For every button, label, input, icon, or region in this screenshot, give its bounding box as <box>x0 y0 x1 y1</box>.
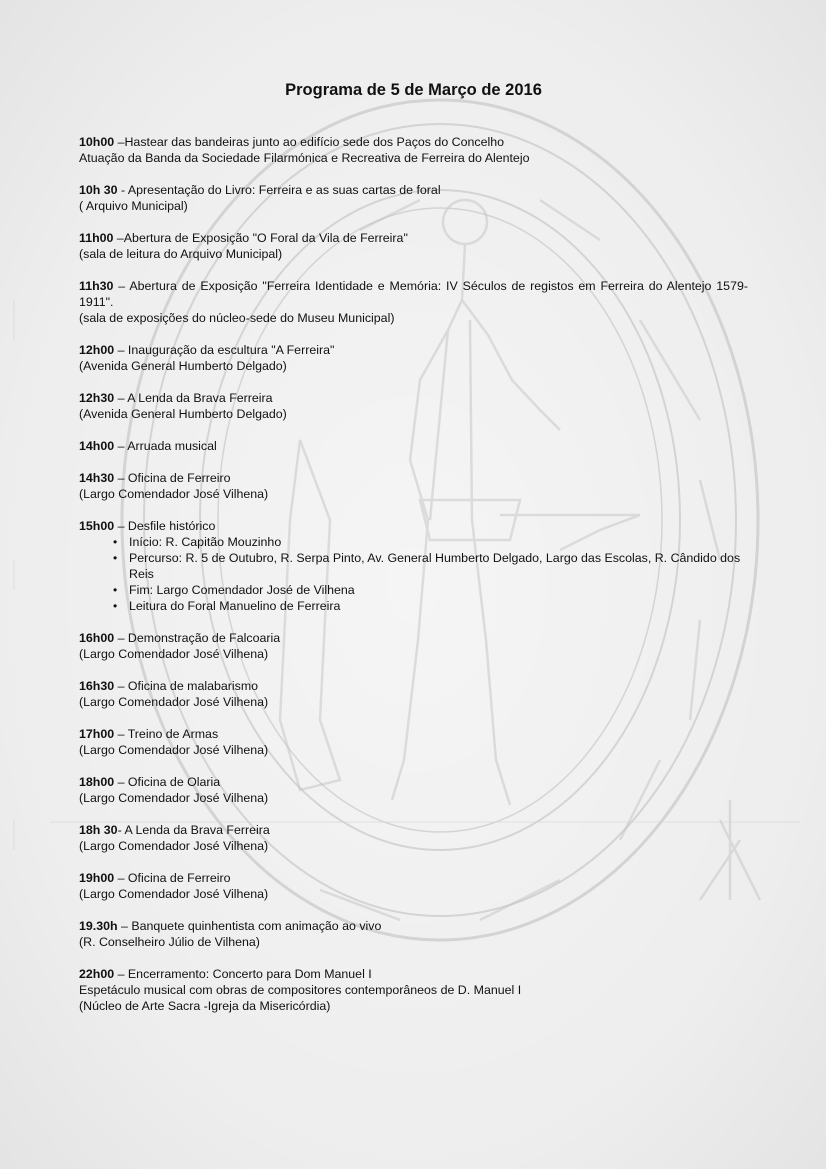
schedule-item-1100 <box>79 230 748 262</box>
parade-details-list <box>79 534 748 614</box>
item-text: – Oficina de Ferreiro <box>114 871 231 885</box>
item-time: 11h00 <box>79 231 114 245</box>
schedule-item-1900 <box>79 870 748 902</box>
item-detail: (sala de leitura do Arquivo Municipal) <box>79 247 283 261</box>
item-detail: Atuação da Banda da Sociedade Filarmónica e Recreativa de Ferreira do Alentejo <box>79 151 530 165</box>
item-detail: (Largo Comendador José Vilhena) <box>79 887 269 901</box>
item-text: - Apresentação do Livro: Ferreira e as suas cartas de foral <box>117 183 441 197</box>
item-text: – Oficina de Ferreiro <box>114 471 231 485</box>
schedule-item-1430 <box>79 470 748 502</box>
item-text: – Inauguração da escultura "A Ferreira" <box>114 343 335 357</box>
item-time: 16h30 <box>79 679 115 693</box>
item-detail: (Largo Comendador José Vilhena) <box>79 839 269 853</box>
item-time: 15h00 <box>79 519 115 533</box>
item-time: 11h30 <box>79 279 114 293</box>
item-time: 12h00 <box>79 343 115 357</box>
schedule-item-1700 <box>79 726 748 758</box>
item-time: 10h00 <box>79 135 115 149</box>
schedule-item-1830 <box>79 822 748 854</box>
item-time: 22h00 <box>79 967 115 981</box>
item-text: - A Lenda da Brava Ferreira <box>117 823 270 837</box>
schedule-item-1600 <box>79 630 748 662</box>
program-content <box>79 80 748 1030</box>
item-detail: (Largo Comendador José Vilhena) <box>79 695 269 709</box>
list-item: • Percurso: R. 5 de Outubro, R. Serpa Pinto, Av. General Humberto Delgado, Largo das Escolas, R. Cândido dos Reis <box>113 550 748 582</box>
schedule-item-1400 <box>79 438 748 454</box>
item-text: – Banquete quinhentista com animação ao vivo <box>117 919 382 933</box>
item-detail: ( Arquivo Municipal) <box>79 199 188 213</box>
item-text: – Encerramento: Concerto para Dom Manuel I <box>114 967 372 981</box>
list-item: • Leitura do Foral Manuelino de Ferreira <box>113 598 748 614</box>
item-time: 18h 30 <box>79 823 118 837</box>
item-text: – Oficina de Olaria <box>114 775 221 789</box>
item-text: – Abertura de Exposição "Ferreira Identidade e Memória: IV Séculos de registos em Ferreira do Alentejo 1579-1911". <box>79 279 748 309</box>
item-time: 10h 30 <box>79 183 118 197</box>
item-text: – Oficina de malabarismo <box>114 679 259 693</box>
item-text: – Desfile histórico <box>114 519 216 533</box>
schedule-item-1800 <box>79 774 748 806</box>
schedule-item-1500 <box>79 518 748 614</box>
item-detail: (Avenida General Humberto Delgado) <box>79 359 287 373</box>
item-detail: (Avenida General Humberto Delgado) <box>79 407 287 421</box>
schedule-item-2200 <box>79 966 748 1014</box>
item-time: 19h00 <box>79 871 115 885</box>
item-time: 14h00 <box>79 439 115 453</box>
item-text: – Demonstração de Falcoaria <box>114 631 281 645</box>
list-item: • Fim: Largo Comendador José de Vilhena <box>113 582 748 598</box>
list-item: • Início: R. Capitão Mouzinho <box>113 534 748 550</box>
item-detail: (Largo Comendador José Vilhena) <box>79 647 269 661</box>
item-time: 12h30 <box>79 391 115 405</box>
item-time: 14h30 <box>79 471 115 485</box>
item-text: – Treino de Armas <box>114 727 219 741</box>
page-title: Programa de 5 de Março de 2016 <box>285 81 542 99</box>
item-detail: (Largo Comendador José Vilhena) <box>79 743 269 757</box>
schedule-item-1930 <box>79 918 748 950</box>
schedule-item-1130 <box>79 278 748 326</box>
schedule-item-1630 <box>79 678 748 710</box>
item-time: 19.30h <box>79 919 118 933</box>
item-time: 17h00 <box>79 727 115 741</box>
item-detail: (Largo Comendador José Vilhena) <box>79 791 269 805</box>
schedule-item-1030 <box>79 182 748 214</box>
item-time: 16h00 <box>79 631 115 645</box>
item-detail: (sala de exposições do núcleo-sede do Museu Municipal) <box>79 311 395 325</box>
item-text: – A Lenda da Brava Ferreira <box>114 391 273 405</box>
item-time: 18h00 <box>79 775 115 789</box>
item-detail: (R. Conselheiro Júlio de Vilhena) <box>79 935 260 949</box>
item-text: –Abertura de Exposição "O Foral da Vila de Ferreira" <box>113 231 408 245</box>
item-text: –Hastear das bandeiras junto ao edifício sede dos Paços do Concelho <box>114 135 505 149</box>
item-location: (Núcleo de Arte Sacra -Igreja da Misericórdia) <box>79 999 331 1013</box>
schedule-item-1230 <box>79 390 748 422</box>
schedule-item-1200 <box>79 342 748 374</box>
schedule-item-1000 <box>79 134 748 166</box>
item-detail: Espetáculo musical com obras de compositores contemporâneos de D. Manuel I <box>79 983 522 997</box>
item-text: – Arruada musical <box>114 439 217 453</box>
item-detail: (Largo Comendador José Vilhena) <box>79 487 269 501</box>
